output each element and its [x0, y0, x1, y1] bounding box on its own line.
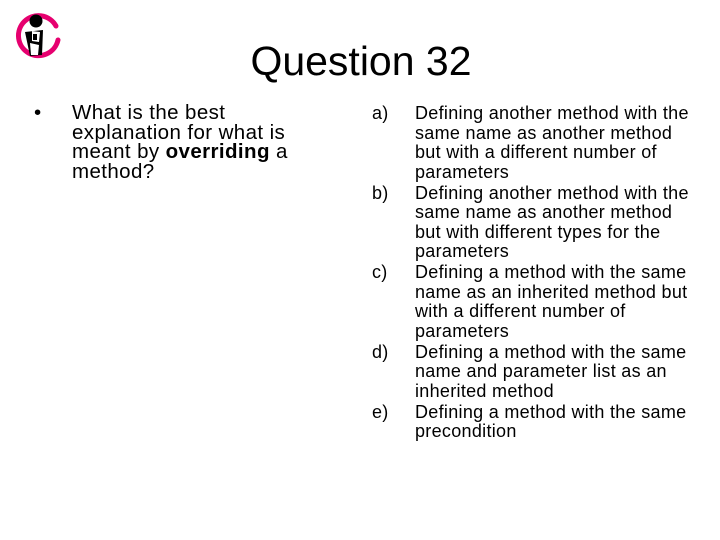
- answer-text: Defining another method with the same name as another method but with a different number of parameters: [415, 103, 689, 182]
- bullet-marker: •: [34, 101, 42, 124]
- answer-letter: a): [372, 103, 389, 123]
- answer-text: Defining a method with the same precondition: [415, 401, 687, 441]
- answer-letter: c): [372, 262, 388, 282]
- answer-text: Defining a method with the same name as an inherited method but with a different number of parameters: [415, 262, 688, 341]
- answer-letter: b): [372, 182, 389, 203]
- answer-option-e: [358, 403, 698, 442]
- question-text-after: a method?: [72, 140, 288, 183]
- answer-list: [358, 104, 698, 443]
- answer-option-c: [358, 263, 698, 341]
- slide-title: Question 32: [250, 38, 472, 84]
- answer-option-a: [358, 104, 698, 182]
- answer-option-d: [358, 343, 698, 402]
- answer-text: Defining another method with the same name as another method but with different types for the parameters: [415, 182, 689, 261]
- question-text-before: What is the best explanation for what is meant by: [72, 101, 286, 163]
- answer-option-b: [358, 184, 698, 262]
- answer-letter: d): [372, 341, 389, 362]
- question-emphasis: overriding: [165, 140, 270, 163]
- answer-text: Defining a method with the same name and parameter list as an inherited method: [415, 341, 687, 401]
- answer-letter: e): [372, 401, 389, 422]
- question-block: [34, 103, 324, 181]
- question-text: [72, 103, 324, 181]
